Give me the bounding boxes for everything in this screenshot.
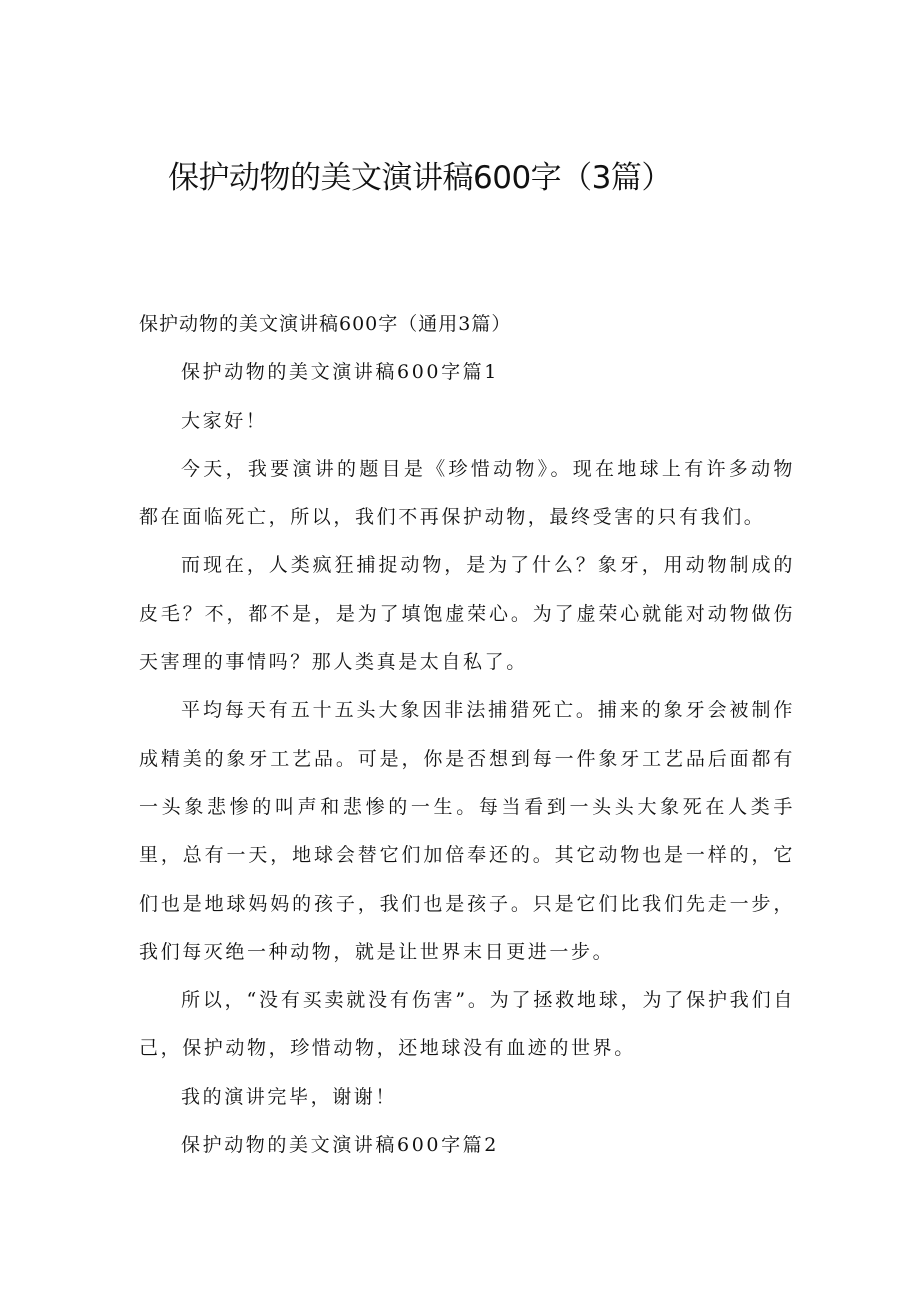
section-heading-1: 保护动物的美文演讲稿600字篇1	[181, 361, 499, 384]
document-title: 保护动物的美文演讲稿600字（3篇）	[168, 160, 672, 196]
greeting-line: 大家好！	[181, 409, 268, 432]
paragraph: 今天，我要演讲的题目是《珍惜动物》。现在地球上有许多动物都在面临死亡，所以，我们不再保护动物，最终受害的只有我们。	[139, 457, 795, 529]
document-body	[139, 300, 795, 1169]
closing-line: 我的演讲完毕，谢谢！	[181, 1085, 398, 1108]
document-subtitle: 保护动物的美文演讲稿600字（通用3篇）	[139, 313, 512, 335]
paragraph: 平均每天有五十五头大象因非法捕猎死亡。捕来的象牙会被制作成精美的象牙工艺品。可是，你是否想到每一件象牙工艺品后面都有一头象悲惨的叫声和悲惨的一生。每当看到一头头大象死在人类手里，总有一天，地球会替它们加倍奉还的。其它动物也是一样的，它们也是地球妈妈的孩子，我们也是孩子。只是它们比我们先走一步，我们每灭绝一种动物，就是让世界末日更进一步。	[139, 699, 795, 963]
section-heading-2: 保护动物的美文演讲稿600字篇2	[181, 1134, 499, 1157]
paragraph: 所以，“没有买卖就没有伤害”。为了拯救地球，为了保护我们自己，保护动物，珍惜动物，还地球没有血迹的世界。	[139, 989, 795, 1060]
paragraph: 而现在，人类疯狂捕捉动物，是为了什么？象牙，用动物制成的皮毛？不，都不是，是为了填饱虚荣心。为了虚荣心就能对动物做伤天害理的事情吗？那人类真是太自私了。	[139, 554, 795, 674]
